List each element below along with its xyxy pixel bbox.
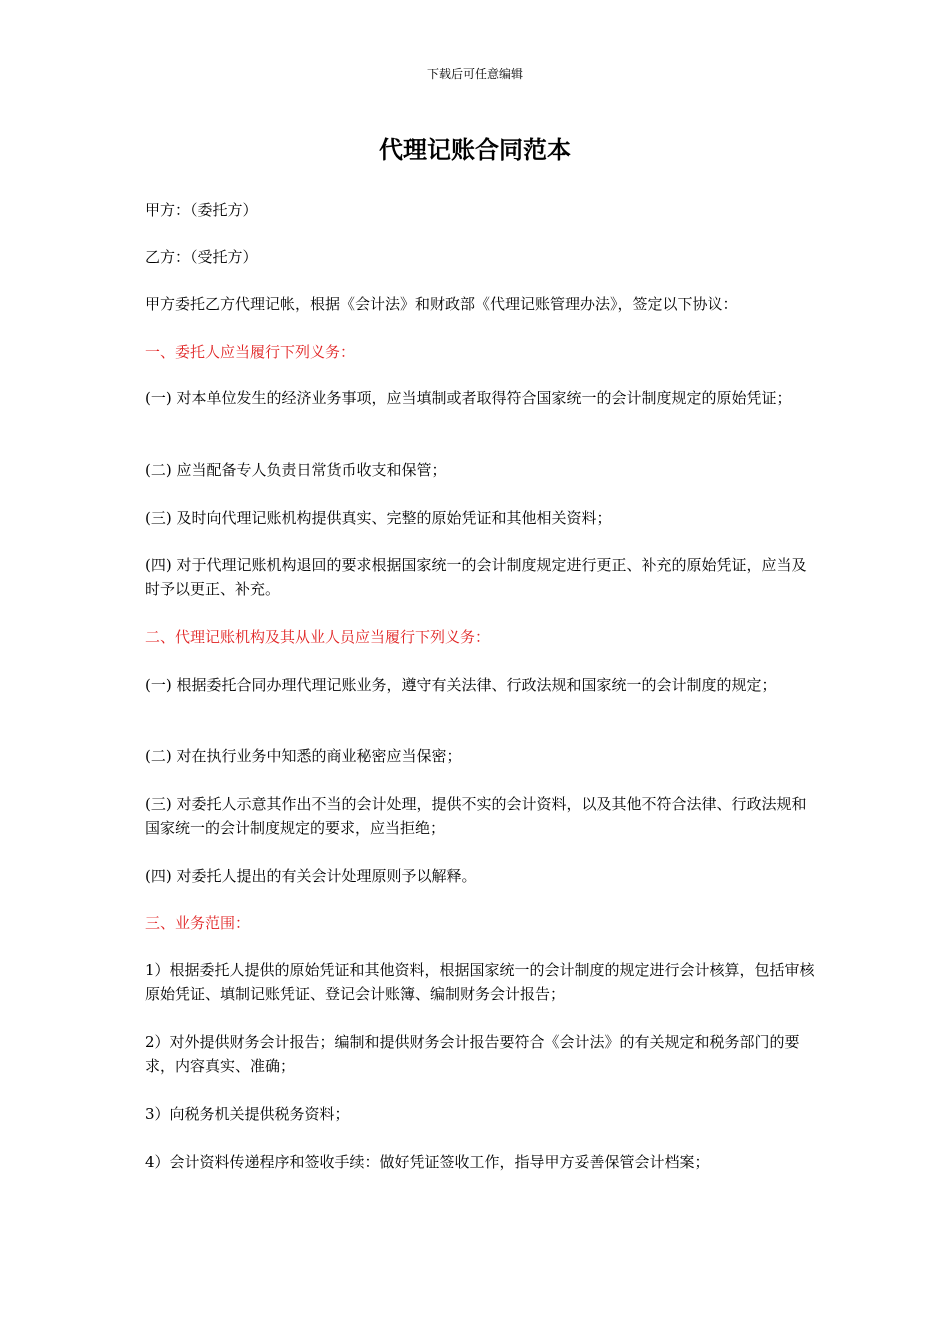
intro-paragraph: 甲方委托乙方代理记帐，根据《会计法》和财政部《代理记账管理办法》，签定以下协议： (145, 295, 738, 313)
section2-item-4: (四) 对委托人提出的有关会计处理原则予以解释。 (145, 867, 477, 885)
section2-item-2: (二) 对在执行业务中知悉的商业秘密应当保密； (145, 747, 462, 765)
party-b-line: 乙方：（受托方） (145, 248, 258, 266)
section-heading-obligations-client: 一、委托人应当履行下列义务： (145, 343, 356, 361)
section3-item-2: 2）对外提供财务会计报告；编制和提供财务会计报告要符合《会计法》的有关规定和税务部门的要求，内容真实、准确； (145, 1033, 800, 1075)
section3-item-3: 3）向税务机关提供税务资料； (145, 1105, 350, 1123)
section-heading-business-scope: 三、业务范围： (145, 914, 251, 932)
section3-item-4: 4）会计资料传递程序和签收手续：做好凭证签收工作，指导甲方妥善保管会计档案； (145, 1153, 710, 1171)
section1-item-2: (二) 应当配备专人负责日常货币收支和保管； (145, 461, 447, 479)
document-title: 代理记账合同范本 (379, 135, 571, 164)
section2-item-1: (一) 根据委托合同办理代理记账业务，遵守有关法律、行政法规和国家统一的会计制度的规定； (145, 676, 777, 694)
section2-item-3: (三) 对委托人示意其作出不当的会计处理，提供不实的会计资料，以及其他不符合法律、行政法规和国家统一的会计制度规定的要求，应当拒绝； (145, 795, 807, 837)
section1-item-4: (四) 对于代理记账机构退回的要求根据国家统一的会计制度规定进行更正、补充的原始凭证，应当及时予以更正、补充。 (145, 556, 807, 598)
party-a-line: 甲方：（委托方） (145, 201, 258, 219)
header-note: 下载后可任意编辑 (426, 67, 523, 81)
section3-item-1: 1）根据委托人提供的原始凭证和其他资料，根据国家统一的会计制度的规定进行会计核算，包括审核原始凭证、填制记账凭证、登记会计账簿、编制财务会计报告； (145, 961, 815, 1003)
section1-item-3: (三) 及时向代理记账机构提供真实、完整的原始凭证和其他相关资料； (145, 509, 612, 527)
section-heading-obligations-agency: 二、代理记账机构及其从业人员应当履行下列义务： (145, 628, 491, 646)
section1-item-1: (一) 对本单位发生的经济业务事项，应当填制或者取得符合国家统一的会计制度规定的原始凭证； (145, 389, 792, 407)
